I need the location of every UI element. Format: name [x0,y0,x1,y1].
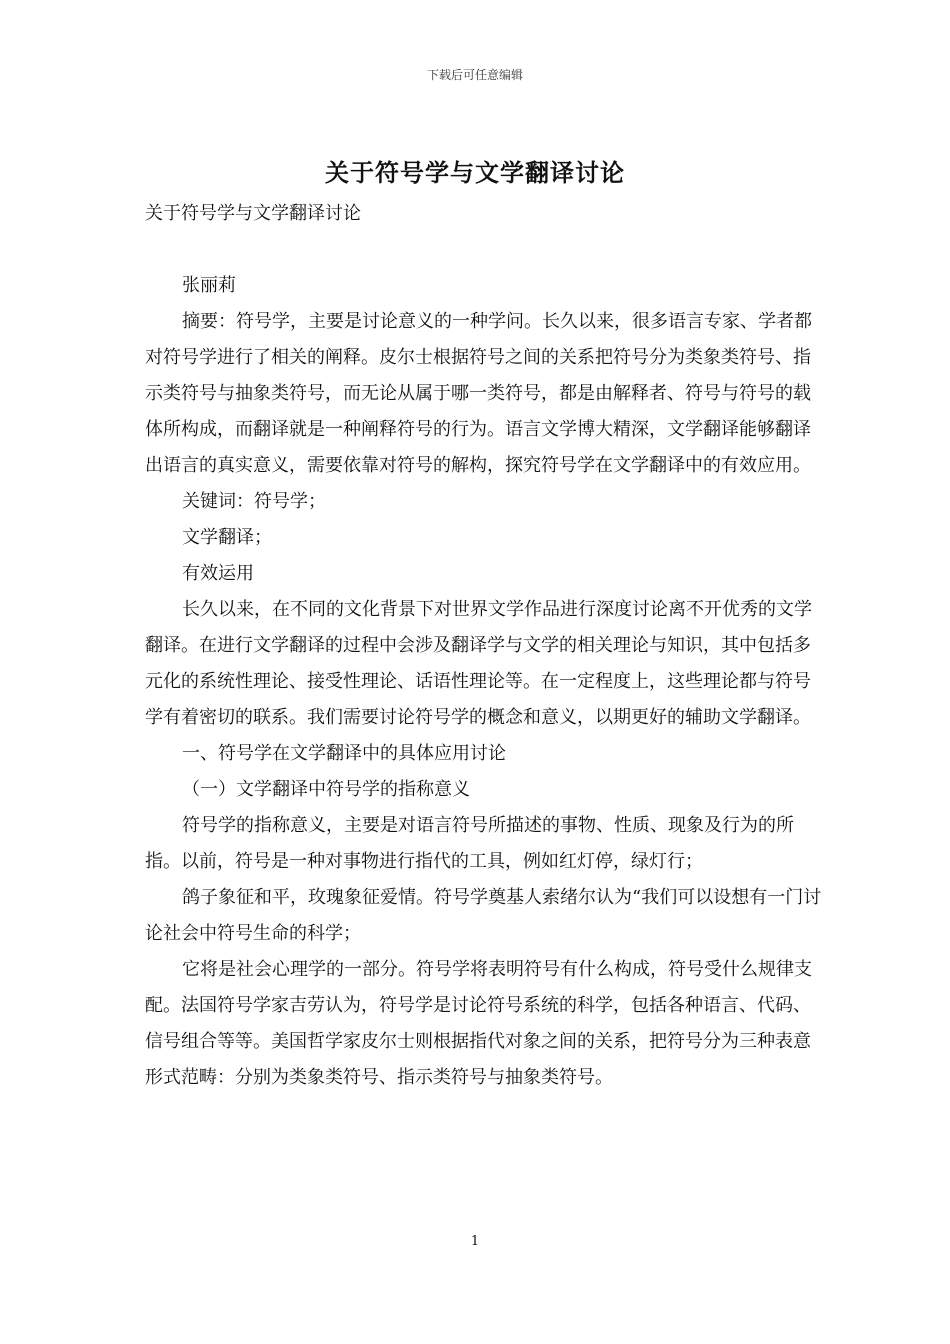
subtitle-paragraph: 关于符号学与文学翻译讨论 [145,203,361,224]
subsection-heading: （一）文学翻译中符号学的指称意义 [182,779,470,800]
document-body [145,196,825,1096]
body-paragraph: 符号学的指称意义，主要是对语言符号所描述的事物、性质、现象及行为的所指。以前，符号是一种对事物进行指代的工具，例如红灯停，绿灯行； [145,815,794,872]
body-paragraph: 它将是社会心理学的一部分。符号学将表明符号有什么构成，符号受什么规律支配。法国符号学家吉劳认为，符号学是讨论符号系统的科学，包括各种语言、代码、信号组合等等。美国哲学家皮尔士则根据指代对象之间的关系，把符号分为三种表意形式范畴：分别为类象类符号、指示类符号与抽象类符号。 [145,959,812,1088]
keyword-line: 有效运用 [182,563,254,584]
abstract-paragraph: 摘要：符号学，主要是讨论意义的一种学问。长久以来，很多语言专家、学者都对符号学进行了相关的阐释。皮尔士根据符号之间的关系把符号分为类象类符号、指示类符号与抽象类符号，而无论从属于哪一类符号，都是由解释者、符号与符号的载体所构成，而翻译就是一种阐释符号的行为。语言文学博大精深，文学翻译能够翻译出语言的真实意义，需要依靠对符号的解构，探究符号学在文学翻译中的有效应用。 [145,311,812,476]
page-number: 1 [470,1234,480,1249]
section-heading: 一、符号学在文学翻译中的具体应用讨论 [182,743,506,764]
author-name: 张丽莉 [182,275,236,296]
body-paragraph: 鸽子象征和平，玫瑰象征爱情。符号学奠基人索绪尔认为“我们可以设想有一门讨论社会中符号生命的科学； [145,887,822,944]
keyword-line: 文学翻译； [182,527,272,548]
page-header-note: 下载后可任意编辑 [426,68,523,82]
blank-line [145,232,825,268]
document-title: 关于符号学与文学翻译讨论 [325,158,625,187]
intro-paragraph: 长久以来，在不同的文化背景下对世界文学作品进行深度讨论离不开优秀的文学翻译。在进行文学翻译的过程中会涉及翻译学与文学的相关理论与知识，其中包括多元化的系统性理论、接受性理论、话语性理论等。在一定程度上，这些理论都与符号学有着密切的联系。我们需要讨论符号学的概念和意义，以期更好的辅助文学翻译。 [145,599,812,728]
keyword-line: 关键词：符号学； [182,491,326,512]
